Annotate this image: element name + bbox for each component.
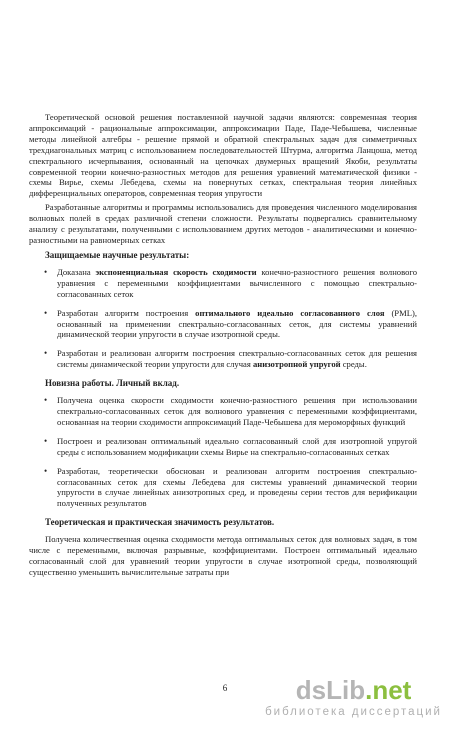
- list-item: • Получена оценка скорости сходимости конечно-разностного решения при использовании спектрально-согласованных сеток для волнового уравнения с переменными коэффициентами, основанная на теории сходимости аппроксимаций Паде-Чебышева для мероморфных функций: [44, 395, 417, 427]
- bullet-icon: •: [44, 307, 48, 318]
- bullet-icon: •: [44, 348, 48, 359]
- bullet-icon: •: [44, 266, 48, 277]
- paragraph-theoretical-basis: Теоретической основой решения поставленной научной задачи являются: современная теория аппроксимаций - рациональные аппроксимации, аппроксимации Паде, Паде-Чебышева, численные методы линейной алгебры - решение прямой и обратной спектральных задач для симметричных трехдиагональных матриц с использованием последовательностей Штурма, алгоритма Ланцоша, метод спектрального исчерпывания, основанный на цепочках двумерных вращений Якоби, результаты современной теории конечно-разностных методов для решения уравнений математической физики - схемы Вирье, схемы Лебедева, схемы на повернутых сетках, спектральная теория линейных дифференциальных операторов, современная теория упругости: [29, 112, 417, 199]
- section-heading-results: Защищаемые научные результаты:: [45, 249, 190, 260]
- bullet-icon: •: [44, 465, 48, 476]
- list-item: • Построен и реализован оптимальный идеально согласованный слой для изотропной упругой среды с использованием модификации схемы Вирье на спектрально-согласованных сетках: [44, 435, 417, 457]
- emphasis: анизотропной упругой: [252, 359, 341, 370]
- emphasis: оптимального идеально согласованного слоя: [195, 307, 385, 318]
- paragraph-significance: Получена количественная оценка сходимости метода оптимальных сеток для волновых задач, в том числе с переменными, включая разрывные, коэффициентами. Построен оптимальный идеально согласованный слой для уравнений теории упругости в случае изотропной среды, позволяющий существенно уменьшить вычислительные затраты при: [29, 534, 417, 577]
- paragraph-algorithms: Разработанные алгоритмы и программы использовались для проведения численного моделирования волновых полей в средах различной степени сложности. Результаты подвергались сравнительному анализу с результатами, полученными с использованием других методов - аналитическими и конечно-разностными на равномерных сетках: [29, 202, 417, 245]
- bullet-icon: •: [44, 395, 48, 406]
- list-item: • Разработан алгоритм построения оптимального идеально согласованного слоя (PML), основанный на применении спектрально-согласованных сеток, для системы уравнений динамической теории упругости в случае изотропной среды.: [44, 307, 417, 340]
- section-heading-significance: Теоретическая и практическая значимость результатов.: [45, 517, 275, 528]
- body-text: [29, 112, 417, 578]
- watermark-subtitle: библиотека диссертаций: [265, 706, 442, 718]
- list-item: • Разработан, теоретически обоснован и реализован алгоритм построения спектрально-согласованных сеток для схемы Лебедева для системы уравнений динамической теории упругости в случае линейных анизотропных сред, и проведены серии тестов для верификации полученных результатов: [44, 465, 417, 509]
- page-number: 6: [222, 683, 228, 693]
- list-item: • Разработан и реализован алгоритм построения спектрально-согласованных сеток для решения системы динамической теории упругости для случая анизотропной упругой среды.: [44, 348, 417, 370]
- bullet-icon: •: [44, 435, 48, 446]
- watermark-logo: dsLib.net: [295, 675, 412, 705]
- section-heading-novelty: Новизна работы. Личный вклад.: [45, 378, 180, 389]
- results-list: [29, 267, 417, 370]
- watermark: [265, 676, 442, 718]
- list-item: • Доказана экспоненциальная скорость сходимости конечно-разностного решения волнового уравнения с переменными коэффициентами вычисленного с помощью спектрально-согласованных сеток: [44, 266, 417, 299]
- novelty-list: [29, 395, 417, 509]
- emphasis: экспоненциальная скорость сходимости: [95, 266, 257, 277]
